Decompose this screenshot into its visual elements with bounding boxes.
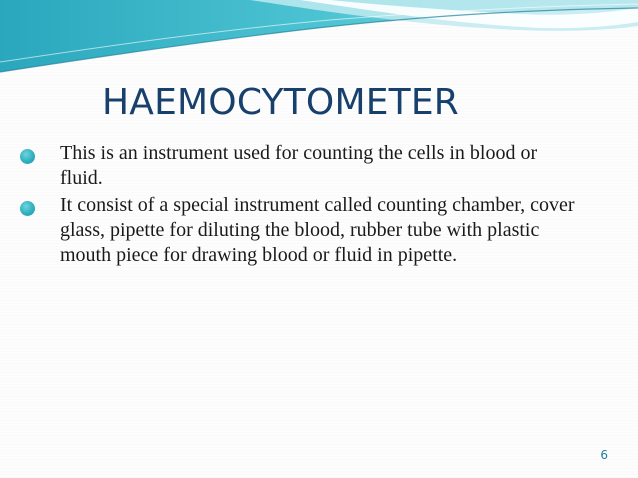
page-number: 6	[600, 448, 608, 462]
bullet-text: This is an instrument used for counting the cells in blood or fluid.	[60, 142, 538, 189]
bullet-item	[20, 193, 580, 268]
header-wave-decoration	[0, 0, 638, 80]
bullet-item	[20, 141, 580, 191]
bullet-list	[20, 141, 580, 270]
slide-title: HAEMOCYTOMETER	[102, 82, 460, 123]
bullet-text: It consist of a special instrument called counting chamber, cover glass, pipette for diluting the blood, rubber tube with plastic mouth piece for drawing blood or fluid in pipette.	[60, 194, 575, 266]
bullet-dot-icon	[20, 201, 35, 216]
bullet-dot-icon	[20, 149, 35, 164]
